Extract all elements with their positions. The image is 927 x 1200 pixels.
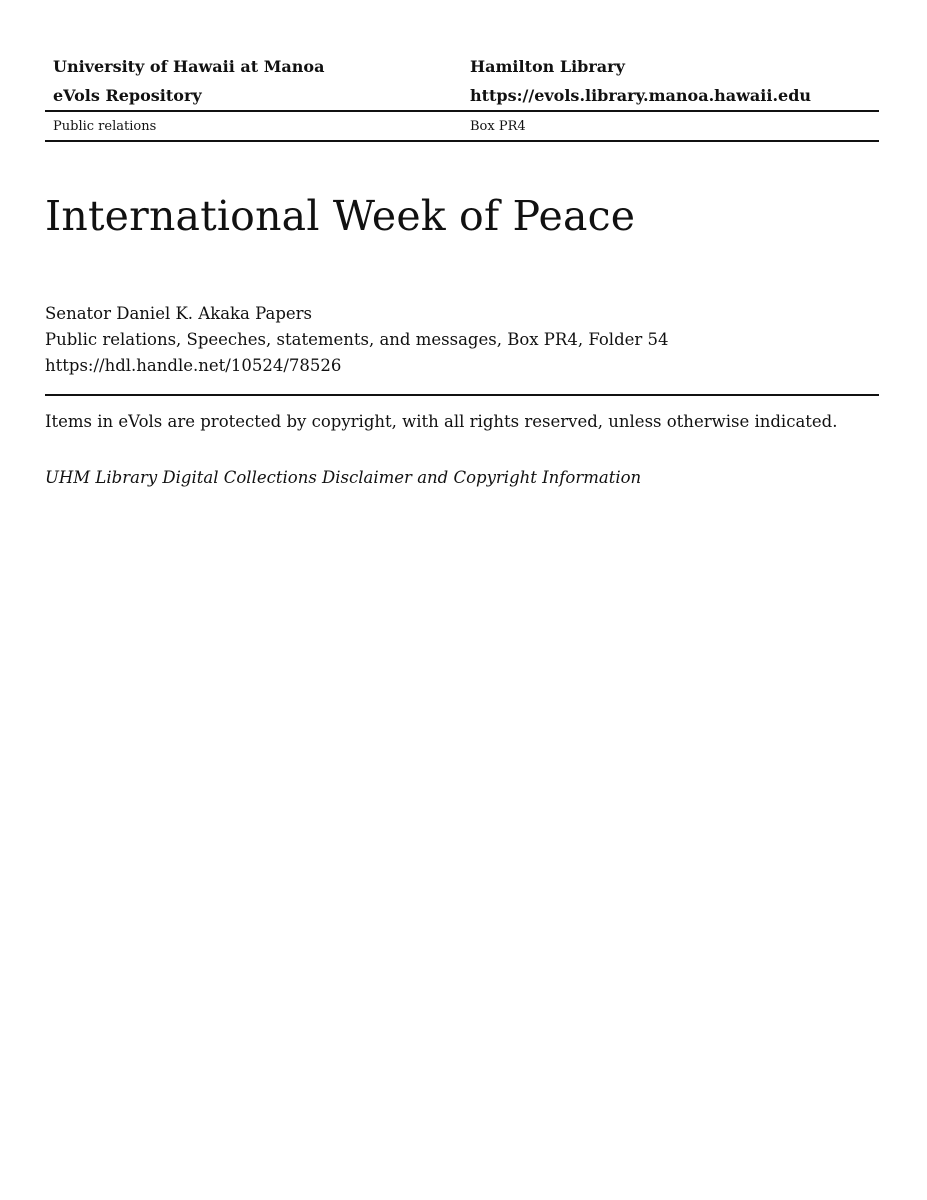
box-label: Box PR4 <box>462 111 879 141</box>
library-name: Hamilton Library <box>470 57 625 76</box>
header-row-series <box>45 111 879 141</box>
rights-statement: Items in eVols are protected by copyright, with all rights reserved, unless otherwise indicated. <box>45 412 838 431</box>
repository-name: eVols Repository <box>45 81 462 111</box>
document-title: International Week of Peace <box>45 192 636 240</box>
disclaimer-link[interactable]: UHM Library Digital Collections Disclaimer and Copyright Information <box>45 468 642 487</box>
collection-series: Public relations <box>45 111 462 141</box>
handle-link[interactable]: https://hdl.handle.net/10524/78526 <box>45 356 342 375</box>
repository-url[interactable]: https://evols.library.manoa.hawaii.edu <box>462 81 879 111</box>
divider <box>45 394 879 396</box>
institution-name: University of Hawaii at Manoa <box>53 57 325 76</box>
header-table <box>45 52 879 142</box>
collection-name: Senator Daniel K. Akaka Papers <box>45 304 313 323</box>
header-row-repository <box>45 81 879 111</box>
header-row-institution <box>45 52 879 81</box>
document-metadata <box>45 301 669 379</box>
folder-location: Public relations, Speeches, statements, and messages, Box PR4, Folder 54 <box>45 330 669 349</box>
